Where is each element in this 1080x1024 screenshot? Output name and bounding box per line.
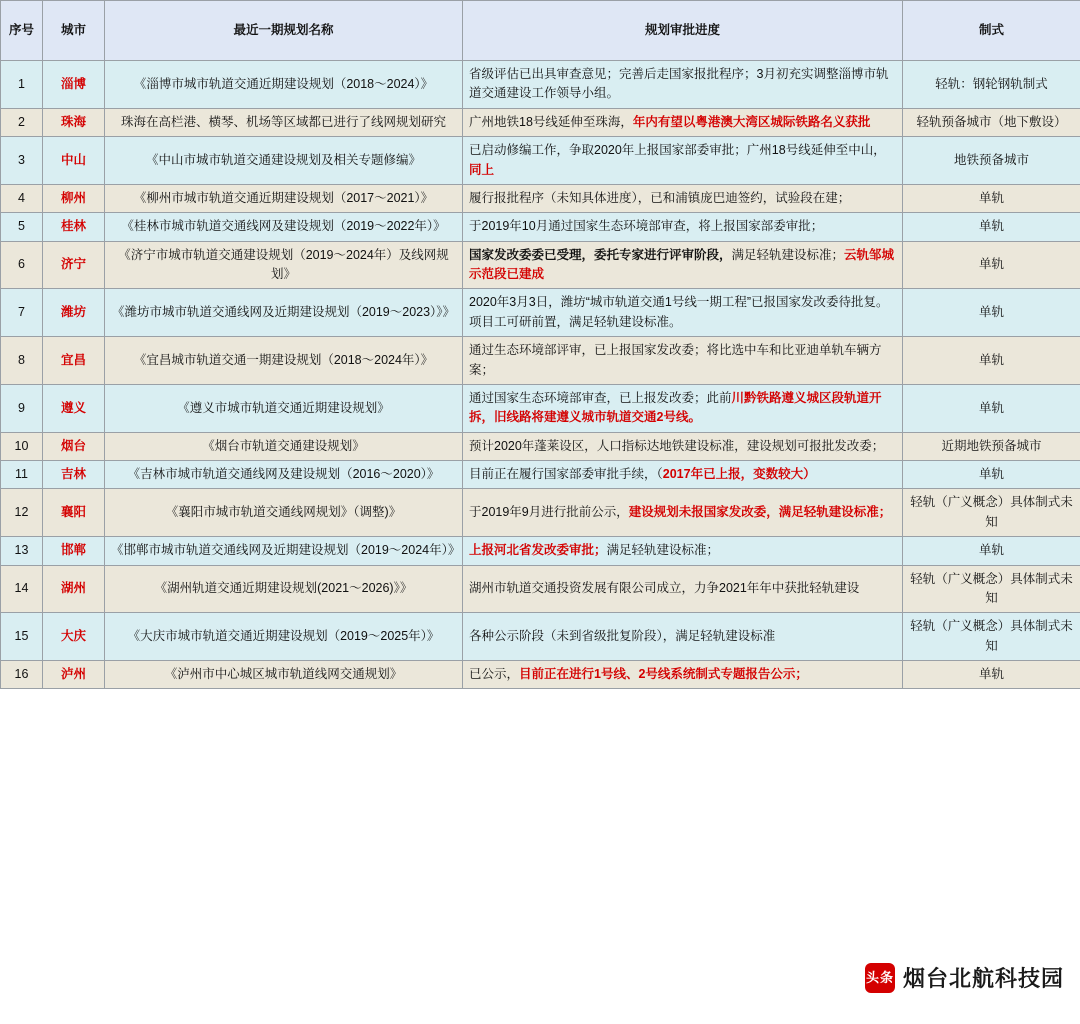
cell-plan-name: 《中山市城市轨道交通建设规划及相关专题修编》 [105,137,463,185]
cell-system-type: 近期地铁预备城市 [903,432,1080,460]
cell-city: 遵义 [43,384,105,432]
progress-plain-text: 各种公示阶段（未到省级批复阶段），满足轻轨建设标准 [469,628,776,643]
cell-index: 9 [1,384,43,432]
header-row [1,1,1080,61]
cell-plan-name: 《烟台市轨道交通建设规划》 [105,432,463,460]
cell-plan-name: 《遵义市城市轨道交通近期建设规划》 [105,384,463,432]
table-body [1,61,1080,689]
cell-city: 襄阳 [43,489,105,537]
cell-city: 泸州 [43,661,105,689]
cell-plan-name: 《吉林市城市轨道交通线网及建设规划（2016～2020）》 [105,461,463,489]
cell-system-type: 单轨 [903,213,1080,241]
cell-plan-name: 《邯郸市城市轨道交通线网及近期建设规划（2019～2024年）》 [105,537,463,565]
progress-plain-text: 湖州市轨道交通投资发展有限公司成立，力争2021年年中获批轻轨建设 [469,581,860,596]
cell-city: 济宁 [43,241,105,289]
cell-approval-progress [463,613,903,661]
table-row [1,537,1080,565]
cell-system-type: 地铁预备城市 [903,137,1080,185]
cell-city: 邯郸 [43,537,105,565]
table-row [1,184,1080,212]
cell-plan-name: 《襄阳市城市轨道交通线网规划》（调整)》 [105,489,463,537]
cell-plan-name: 《大庆市城市轨道交通近期建设规划（2019～2025年）》 [105,613,463,661]
cell-index: 4 [1,184,43,212]
cell-city: 淄博 [43,61,105,109]
cell-city: 珠海 [43,108,105,136]
progress-highlight-text: 2017年已上报，变数较大） [662,467,816,481]
cell-system-type: 单轨 [903,289,1080,337]
progress-prefix-text: 已公示， [469,667,520,681]
progress-prefix-text: 目前正在履行国家部委审批手续，（ [469,467,663,481]
table-row [1,432,1080,460]
cell-system-type: 轻轨：钢轮钢轨制式 [903,61,1080,109]
table-row [1,661,1080,689]
cell-approval-progress [463,432,903,460]
cell-city: 湖州 [43,565,105,613]
progress-plain-text: 省级评估已出具审查意见；完善后走国家报批程序；3月初充实调整淄博市轨道交通建设工作领导小组。 [469,67,889,101]
cell-city: 中山 [43,137,105,185]
cell-city: 柳州 [43,184,105,212]
column-header-approval-progress: 规划审批进度 [463,1,903,61]
table-row [1,61,1080,109]
cell-system-type: 轻轨（广义概念）具体制式未知 [903,565,1080,613]
table-row [1,565,1080,613]
cell-approval-progress [463,289,903,337]
progress-mid-text: 满足轻轨建设标准； [731,247,845,262]
cell-city: 大庆 [43,613,105,661]
column-header-system-type: 制式 [903,1,1080,61]
cell-system-type: 单轨 [903,661,1080,689]
progress-plain-text: 履行报批程序（未知具体进度），已和浦镇庞巴迪签约，试验段在建； [469,190,851,205]
table-row [1,289,1080,337]
progress-highlight-text: 川黔铁路遵义城区段轨道开拆，旧线路将建遵义城市轨道交通2号线。 [469,390,882,425]
cell-system-type: 单轨 [903,337,1080,385]
cell-system-type: 单轨 [903,184,1080,212]
cell-plan-name: 《宜昌城市轨道交通一期建设规划（2018～2024年）》 [105,337,463,385]
cell-index: 10 [1,432,43,460]
cell-approval-progress [463,184,903,212]
cell-approval-progress [463,565,903,613]
progress-plain-text: 预计2020年蓬莱设区，人口指标达地铁建设标准，建设规划可报批发改委； [469,438,885,453]
cell-system-type: 轻轨（广义概念）具体制式未知 [903,613,1080,661]
cell-approval-progress [463,537,903,565]
cell-plan-name: 《泸州市中心城区城市轨道线网交通规划》 [105,661,463,689]
cell-system-type: 轻轨预备城市（地下敷设） [903,108,1080,136]
cell-index: 13 [1,537,43,565]
table-row [1,241,1080,289]
cell-plan-name: 珠海在高栏港、横琴、机场等区域都已进行了线网规划研究 [105,108,463,136]
cell-index: 15 [1,613,43,661]
cell-city: 潍坊 [43,289,105,337]
table-row [1,108,1080,136]
cell-index: 6 [1,241,43,289]
progress-highlight-text: 年内有望以粤港澳大湾区城际铁路名义获批 [632,114,871,129]
cell-system-type: 单轨 [903,537,1080,565]
progress-plain-text: 2020年3月3日，潍坊“城市轨道交通1号线一期工程”已报国家发改委待批复。项目工可研前置，满足轻轨建设标准。 [469,295,889,329]
progress-highlight-text: 建设规划未报国家发改委，满足轻轨建设标准； [628,505,892,520]
watermark-label: 烟台北航科技园 [902,966,1064,991]
progress-highlight-text: 上报河北省发改委审批； [469,543,607,558]
progress-prefix-text: 已启动修编工作，争取2020年上报国家部委审批；广州18号线延伸至中山， [469,143,886,158]
table-row [1,461,1080,489]
progress-prefix-text: 广州地铁18号线延伸至珠海， [469,114,633,129]
watermark [865,962,1064,993]
cell-plan-name: 《湖州轨道交通近期建设规划(2021～2026)》》 [105,565,463,613]
cell-approval-progress [463,108,903,136]
cell-approval-progress [463,384,903,432]
progress-plain-text: 于2019年10月通过国家生态环境部审查，将上报国家部委审批； [469,219,824,234]
table-row [1,489,1080,537]
cell-approval-progress [463,489,903,537]
progress-highlight-text: 目前正在进行1号线、2号线系统制式专题报告公示； [519,667,808,681]
table-row [1,137,1080,185]
cell-plan-name: 《淄博市城市轨道交通近期建设规划（2018～2024）》 [105,61,463,109]
cell-city: 宜昌 [43,337,105,385]
cell-system-type: 轻轨（广义概念）具体制式未知 [903,489,1080,537]
progress-prefix-text: 通过国家生态环境部审查，已上报发改委；此前 [469,390,732,405]
cell-index: 2 [1,108,43,136]
cell-plan-name: 《潍坊市城市轨道交通线网及近期建设规划（2019～2023）》》 [105,289,463,337]
table-row [1,613,1080,661]
column-header-plan-name: 最近一期规划名称 [105,1,463,61]
column-header-index: 序号 [1,1,43,61]
cell-index: 3 [1,137,43,185]
cell-approval-progress [463,461,903,489]
progress-bold-text: 国家发改委委已受理，委托专家进行评审阶段， [469,247,732,262]
column-header-city: 城市 [43,1,105,61]
cell-city: 桂林 [43,213,105,241]
cell-city: 吉林 [43,461,105,489]
cell-approval-progress [463,213,903,241]
progress-suffix-text: 满足轻轨建设标准； [606,543,720,558]
cell-approval-progress [463,661,903,689]
cell-plan-name: 《济宁市城市轨道交通建设规划（2019～2024年）及线网规划》 [105,241,463,289]
table-row [1,337,1080,385]
progress-plain-text: 通过生态环境部评审，已上报国家发改委；将比选中车和比亚迪单轨车辆方案； [469,343,882,377]
cell-plan-name: 《桂林市城市轨道交通线网及建设规划（2019～2022年）》 [105,213,463,241]
cell-plan-name: 《柳州市城市轨道交通近期建设规划（2017～2021）》 [105,184,463,212]
cell-approval-progress [463,241,903,289]
cell-city: 烟台 [43,432,105,460]
progress-highlight-text: 云轨邹城示范段已建成 [469,247,895,281]
table-header [1,1,1080,61]
cell-index: 5 [1,213,43,241]
cell-system-type: 单轨 [903,241,1080,289]
cell-approval-progress [463,61,903,109]
cell-index: 16 [1,661,43,689]
cell-index: 1 [1,61,43,109]
progress-highlight-text: 同上 [469,162,495,177]
cell-index: 8 [1,337,43,385]
cell-system-type: 单轨 [903,384,1080,432]
table-row [1,213,1080,241]
progress-prefix-text: 于2019年9月进行批前公示， [469,505,629,520]
cell-system-type: 单轨 [903,461,1080,489]
cell-approval-progress [463,137,903,185]
table-row [1,384,1080,432]
cell-index: 7 [1,289,43,337]
cell-index: 14 [1,565,43,613]
cell-approval-progress [463,337,903,385]
cell-index: 12 [1,489,43,537]
cell-index: 11 [1,461,43,489]
toutiao-logo-icon: 头条 [865,963,895,993]
